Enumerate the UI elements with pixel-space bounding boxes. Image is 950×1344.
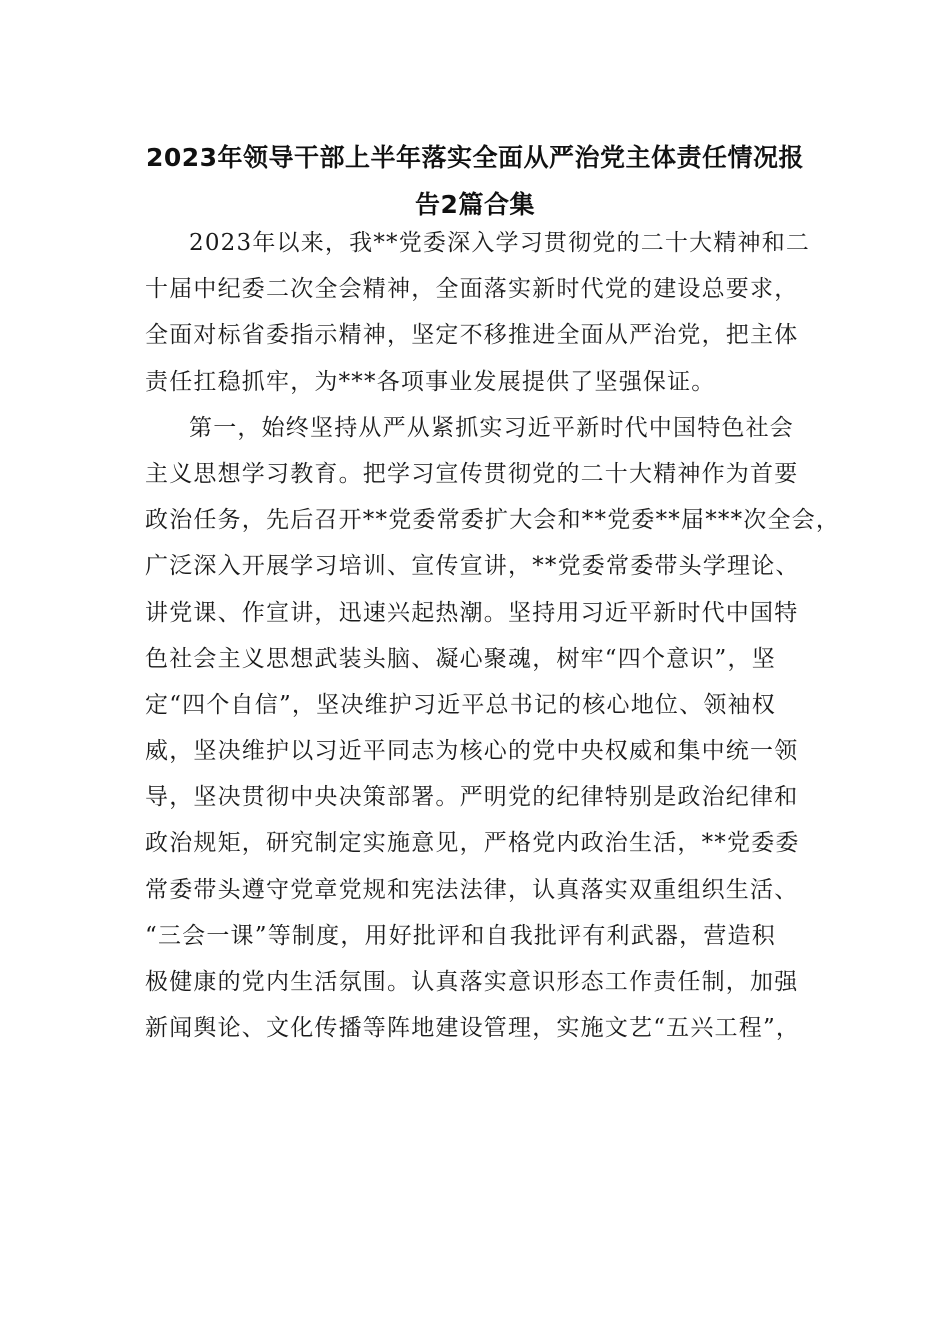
paragraph-2-line: 主义思想学习教育。把学习宣传贯彻党的二十大精神作为首要: [145, 460, 799, 487]
paragraph-2-line: 广泛深入开展学习培训、宣传宣讲，**党委常委带头学理论、: [145, 553, 800, 580]
paragraph-2-line: 色社会主义思想武装头脑、凝心聚魂，树牢“四个意识”，坚: [145, 645, 776, 672]
document-title-line-1: 2023年领导干部上半年落实全面从严治党主体责任情况报: [145, 143, 805, 172]
paragraph-2-line: 定“四个自信”，坚决维护习近平总书记的核心地位、领袖权: [145, 691, 776, 718]
paragraph-2-line: 威，坚决维护以习近平同志为核心的党中央权威和集中统一领: [145, 738, 799, 765]
paragraph-2-line: 第一，始终坚持从严从紧抓实习近平新时代中国特色社会: [189, 414, 794, 441]
paragraph-1-line: 责任扛稳抓牢，为***各项事业发展提供了坚强保证。: [145, 368, 716, 395]
paragraph-2-line: 政治规矩，研究制定实施意见，严格党内政治生活，**党委委: [145, 830, 800, 857]
paragraph-2-line: 讲党课、作宣讲，迅速兴起热潮。坚持用习近平新时代中国特: [145, 599, 799, 626]
paragraph-2-line: 新闻舆论、文化传播等阵地建设管理，实施文艺“五兴工程”，: [145, 1015, 801, 1042]
document-body: [145, 220, 841, 1051]
paragraph-2-line: 极健康的党内生活氛围。认真落实意识形态工作责任制，加强: [145, 969, 799, 995]
paragraph-2-line: “三会一课”等制度，用好批评和自我批评有利武器，营造积: [145, 922, 776, 949]
paragraph-2-line: 政治任务，先后召开**党委常委扩大会和**党委**届***次全会，: [145, 507, 841, 534]
paragraph-1-line: 全面对标省委指示精神，坚定不移推进全面从严治党，把主体: [145, 322, 799, 349]
paragraph-1-line: 2023年以来，我**党委深入学习贯彻党的二十大精神和二: [189, 230, 811, 256]
paragraph-2-line: 常委带头遵守党章党规和宪法法律，认真落实双重组织生活、: [145, 876, 799, 903]
paragraph-1-line: 十届中纪委二次全会精神，全面落实新时代党的建设总要求，: [145, 276, 799, 303]
paragraph-2-line: 导，坚决贯彻中央决策部署。严明党的纪律特别是政治纪律和: [145, 784, 799, 811]
document-title-line-2: 告2篇合集: [415, 190, 535, 219]
